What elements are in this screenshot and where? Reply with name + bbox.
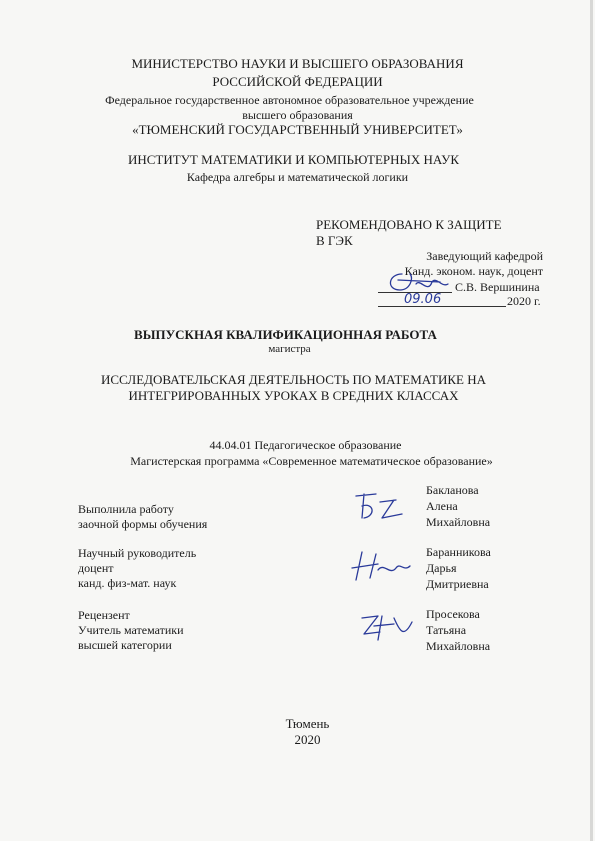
reviewer-role-line-1: Рецензент <box>78 608 130 622</box>
city: Тюмень <box>285 716 330 731</box>
date-handwritten: 09.06 <box>404 292 442 307</box>
author-role-line-1: Выполнила работу <box>78 502 174 516</box>
recommended-line-1: РЕКОМЕНДОВАНО К ЗАЩИТЕ <box>316 217 502 232</box>
reviewer-role-line-3: высшей категории <box>78 638 172 652</box>
ministry-line-1: МИНИСТЕРСТВО НАУКИ И ВЫСШЕГО ОБРАЗОВАНИЯ <box>131 56 464 71</box>
supervisor-role-line-3: канд. физ-мат. наук <box>78 576 177 590</box>
head-title: Заведующий кафедрой <box>426 249 543 263</box>
program: Магистерская программа «Современное математическое образование» <box>130 454 493 468</box>
specialty: 44.04.01 Педагогическое образование <box>209 438 402 452</box>
department-name: Кафедра алгебры и математической логики <box>186 170 409 184</box>
author-name-line-3: Михайловна <box>426 515 491 529</box>
reviewer-name-line-3: Михайловна <box>426 639 491 653</box>
supervisor-signature <box>348 546 414 586</box>
reviewer-name-line-2: Татьяна <box>426 623 467 637</box>
author-role-line-2: заочной формы обучения <box>78 517 208 531</box>
date-year: 2020 г. <box>507 294 541 308</box>
work-level: магистра <box>268 343 311 355</box>
supervisor-name-line-2: Дарья <box>426 561 457 575</box>
work-type: ВЫПУСКНАЯ КВАЛИФИКАЦИОННАЯ РАБОТА <box>134 327 437 342</box>
supervisor-name-line-1: Баранникова <box>426 545 491 559</box>
author-signature <box>346 488 416 524</box>
work-title-line-2: ИНТЕГРИРОВАННЫХ УРОКАХ В СРЕДНИХ КЛАССАХ <box>128 388 459 403</box>
work-title-line-1: ИССЛЕДОВАТЕЛЬСКАЯ ДЕЯТЕЛЬНОСТЬ ПО МАТЕМАТИКЕ НА <box>100 372 487 387</box>
head-degree: Канд. эконом. наук, доцент <box>404 264 543 278</box>
supervisor-role-line-2: доцент <box>78 561 114 575</box>
supervisor-role-line-1: Научный руководитель <box>78 546 197 560</box>
supervisor-name-line-3: Дмитриевна <box>426 577 489 591</box>
ministry-line-2: РОССИЙСКОЙ ФЕДЕРАЦИИ <box>212 74 383 89</box>
institution-line-2: высшего образования <box>242 108 353 122</box>
reviewer-role-line-2: Учитель математики <box>78 623 184 637</box>
university-name: «ТЮМЕНСКИЙ ГОСУДАРСТВЕННЫЙ УНИВЕРСИТЕТ» <box>132 122 463 137</box>
institute-name: ИНСТИТУТ МАТЕМАТИКИ И КОМПЬЮТЕРНЫХ НАУК <box>127 152 460 167</box>
institution-line-1: Федеральное государственное автономное образовательное учреждение <box>105 93 474 107</box>
date-line <box>378 306 506 307</box>
head-name: С.В. Вершинина <box>455 280 540 294</box>
reviewer-name-line-1: Просекова <box>426 607 480 621</box>
author-name-line-1: Бакланова <box>426 483 479 497</box>
author-name-line-2: Алена <box>426 499 458 513</box>
reviewer-signature <box>354 608 420 648</box>
year: 2020 <box>294 732 321 747</box>
recommended-line-2: В ГЭК <box>316 233 353 248</box>
